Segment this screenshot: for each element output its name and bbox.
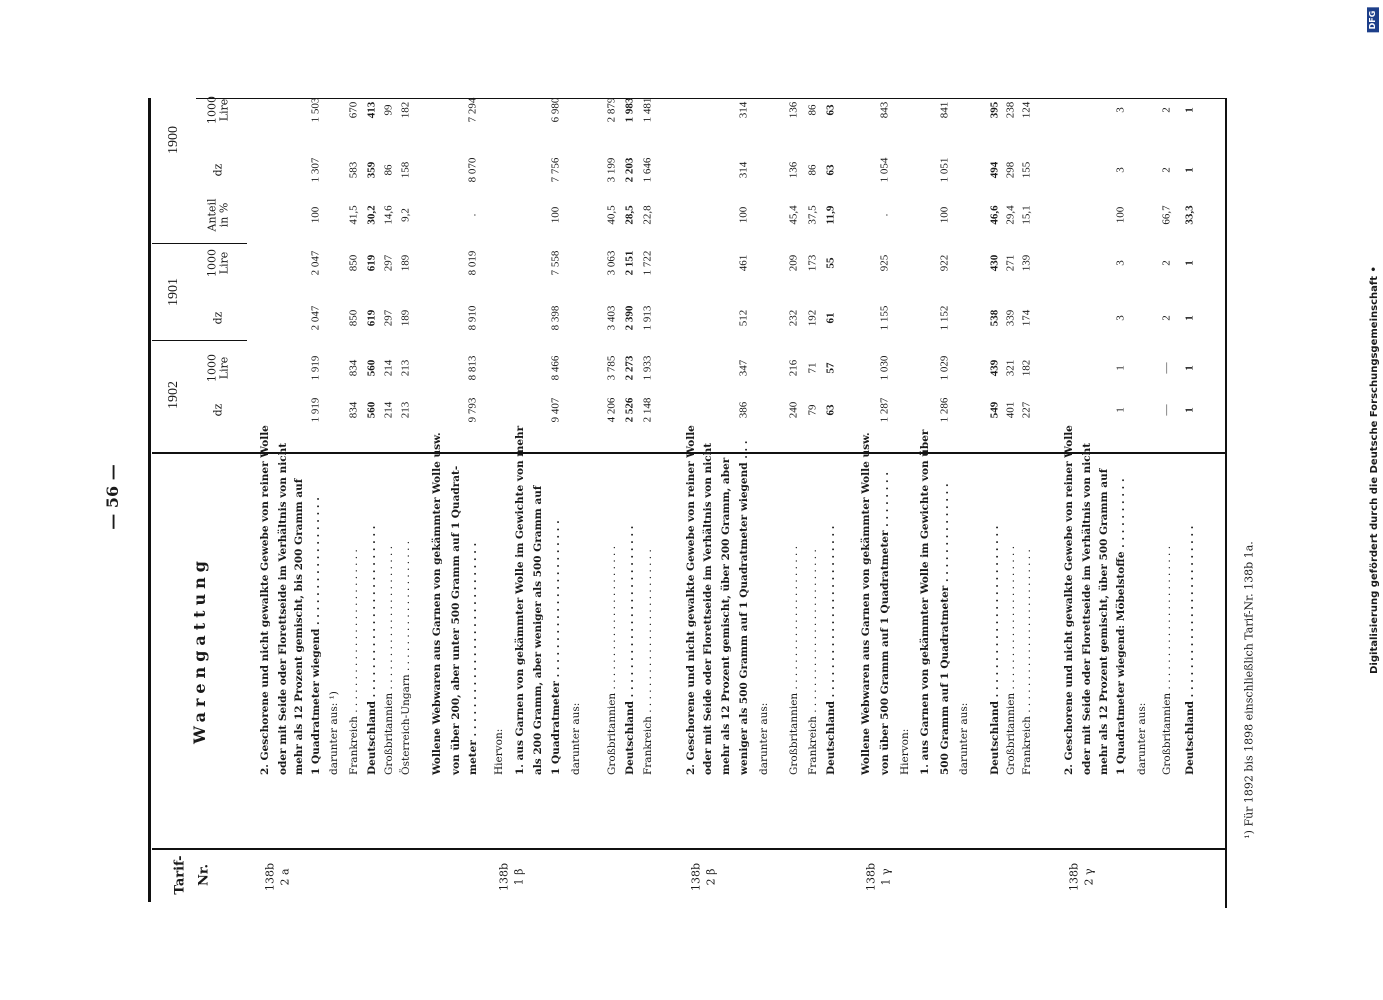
row-label-22: mehr als 12 Prozent gemischt, über 200 Gramm, aber: [719, 457, 732, 775]
row-label-26: Frankreich . . . . . . . . . . . . . . . . . . . . . . . . .: [806, 549, 819, 775]
row-17-value-2: 3 403: [605, 305, 618, 331]
row-15-value-2: 8 398: [549, 305, 562, 331]
tarif-sub-0: 2 a: [278, 868, 292, 886]
row-34-value-4: 46,6: [988, 205, 1001, 225]
row-26-value-4: 37,5: [806, 205, 819, 225]
row-6-value-4: 30,2: [365, 205, 378, 225]
row-19-value-3: 1 722: [641, 250, 654, 276]
header-anteil-b: in %: [217, 202, 231, 228]
row-32-value-6: 841: [938, 101, 951, 119]
row-8-value-6: 182: [399, 101, 412, 119]
row-label-14: als 200 Gramm, aber weniger als 500 Gramm auf: [531, 485, 544, 775]
row-8-value-4: 9,2: [399, 208, 412, 222]
row-label-18: Deutschland . . . . . . . . . . . . . . . . . . . . . . . .: [623, 525, 636, 775]
row-11-value-5: 8 070: [466, 157, 479, 183]
row-25-value-6: 136: [787, 101, 800, 119]
header-nr: Nr.: [196, 863, 212, 887]
header-anteil-a: Anteil: [205, 198, 219, 232]
row-6-value-1: 560: [365, 359, 378, 377]
row-label-39: mehr als 12 Prozent gemischt, über 500 Gramm auf: [1097, 468, 1110, 775]
row-label-19: Frankreich . . . . . . . . . . . . . . . . . . . . . . . . .: [641, 549, 654, 775]
row-18-value-4: 28,5: [623, 205, 636, 225]
tarif-code-4: 138b: [1067, 862, 1081, 892]
row-29-value-4: .: [878, 213, 891, 217]
row-label-21: oder mit Seide oder Florettseide im Verhältnis von nicht: [701, 442, 714, 775]
row-25-value-0: 240: [787, 401, 800, 419]
dfg-logo: DFG: [1367, 8, 1379, 33]
row-19-value-0: 2 148: [641, 397, 654, 423]
row-19-value-4: 22,8: [641, 205, 654, 225]
row-6-value-6: 413: [365, 101, 378, 119]
row-26-value-5: 86: [806, 164, 819, 176]
row-15-value-0: 9 407: [549, 397, 562, 423]
row-18-value-1: 2 273: [623, 355, 636, 381]
row-7-value-5: 86: [382, 164, 395, 176]
row-17-value-0: 4 206: [605, 397, 618, 423]
row-17-value-5: 3 199: [605, 157, 618, 183]
header-year-1901: 1901: [166, 278, 181, 306]
row-19-value-5: 1 646: [641, 157, 654, 183]
row-36-value-4: 15,1: [1020, 205, 1033, 225]
row-35-value-2: 339: [1004, 309, 1017, 327]
row-27-value-4: 11,9: [824, 205, 837, 225]
header-year-1902: 1902: [166, 381, 181, 409]
row-34-value-1: 439: [988, 359, 1001, 377]
row-23-value-4: 100: [737, 206, 750, 224]
row-35-value-4: 29,4: [1004, 205, 1017, 225]
row-43-value-4: 33,3: [1183, 205, 1196, 225]
row-36-value-1: 182: [1020, 359, 1033, 377]
row-25-value-3: 209: [787, 254, 800, 272]
row-3-value-1: 1 919: [309, 355, 322, 381]
row-3-value-5: 1 307: [309, 157, 322, 183]
row-43-value-5: 1: [1183, 167, 1196, 173]
row-35-value-0: 401: [1004, 401, 1017, 419]
header-lire-1900-b: Lire: [217, 98, 231, 122]
row-32-value-2: 1 152: [938, 305, 951, 331]
header-warengattung: Warengattung: [190, 556, 209, 744]
row-5-value-5: 583: [347, 161, 360, 179]
row-23-value-5: 314: [737, 161, 750, 179]
row-36-value-3: 139: [1020, 254, 1033, 272]
row-15-value-1: 8 466: [549, 355, 562, 381]
row-7-value-4: 14,6: [382, 205, 395, 225]
row-8-value-0: 213: [399, 401, 412, 419]
tarif-code-0: 138b: [263, 862, 277, 892]
row-42-value-1: —: [1160, 362, 1173, 374]
row-label-13: 1. aus Garnen von gekämmter Wolle im Gewichte von mehr: [513, 425, 526, 775]
row-label-1: oder mit Seide oder Florettseide im Verhältnis von nicht: [276, 442, 289, 775]
row-27-value-1: 57: [824, 362, 837, 374]
row-35-value-3: 271: [1004, 254, 1017, 272]
tarif-code-2: 138b: [689, 862, 703, 892]
row-label-31: 1. aus Garnen von gekämmter Wolle im Gewichte von über: [918, 429, 931, 775]
row-7-value-6: 99: [382, 104, 395, 116]
footnote: ¹) Für 1892 bis 1898 einschließlich Tarif-Nr. 138b 1a.: [1242, 541, 1256, 839]
row-18-value-5: 2 203: [623, 157, 636, 183]
row-3-value-0: 1 919: [309, 397, 322, 423]
row-15-value-3: 7 558: [549, 250, 562, 276]
row-23-value-0: 386: [737, 401, 750, 419]
row-19-value-1: 1 933: [641, 355, 654, 381]
row-5-value-4: 41,5: [347, 205, 360, 225]
row-11-value-3: 8 019: [466, 250, 479, 276]
row-label-17: Großbritannien . . . . . . . . . . . . . . . . . . . . . .: [605, 545, 618, 775]
row-5-value-1: 834: [347, 359, 360, 377]
row-label-37: 2. Geschorene und nicht gewalkte Gewebe von reiner Wolle: [1062, 425, 1075, 775]
row-29-value-2: 1 155: [878, 305, 891, 331]
row-label-15: 1 Quadratmeter . . . . . . . . . . . . . . . . . . . . . .: [549, 520, 562, 775]
row-3-value-2: 2 047: [309, 305, 322, 331]
row-5-value-6: 670: [347, 101, 360, 119]
row-19-value-6: 1 481: [641, 97, 654, 123]
row-5-value-3: 850: [347, 254, 360, 272]
row-11-value-2: 8 910: [466, 305, 479, 331]
row-11-value-4: .: [466, 213, 479, 217]
row-15-value-5: 7 756: [549, 157, 562, 183]
row-17-value-6: 2 879: [605, 97, 618, 123]
row-label-7: Großbritannien . . . . . . . . . . . . . . . . . . . . . .: [382, 545, 395, 775]
row-17-value-1: 3 785: [605, 355, 618, 381]
row-label-20: 2. Geschorene und nicht gewalkte Gewebe von reiner Wolle: [684, 425, 697, 775]
row-label-8: Österreich-Ungarn . . . . . . . . . . . . . . . . . . . .: [399, 540, 412, 775]
row-34-value-2: 538: [988, 309, 1001, 327]
row-18-value-6: 1 983: [623, 97, 636, 123]
row-label-25: Großbritannien . . . . . . . . . . . . . . . . . . . . . .: [787, 545, 800, 775]
row-8-value-3: 189: [399, 254, 412, 272]
tarif-sub-3: 1 γ: [879, 868, 893, 886]
row-43-value-1: 1: [1183, 365, 1196, 371]
row-label-34: Deutschland . . . . . . . . . . . . . . . . . . . . . . . .: [988, 525, 1001, 775]
row-26-value-0: 79: [806, 404, 819, 416]
page-number: — 56 —: [103, 464, 122, 530]
header-tarif: Tarif-: [172, 855, 188, 895]
row-29-value-1: 1 030: [878, 355, 891, 381]
row-18-value-3: 2 151: [623, 250, 636, 276]
row-25-value-2: 232: [787, 309, 800, 327]
row-label-9: Wollene Webwaren aus Garnen von gekämmter Wolle usw.: [430, 432, 443, 775]
row-29-value-3: 925: [878, 254, 891, 272]
row-34-value-5: 494: [988, 161, 1001, 179]
row-32-value-1: 1 029: [938, 355, 951, 381]
digitization-note: Digitalisierung gefördert durch die Deutsche Forschungsgemeinschaft •: [1369, 266, 1380, 674]
row-6-value-0: 560: [365, 401, 378, 419]
header-year-1900: 1900: [166, 126, 181, 154]
row-42-value-4: 66,7: [1160, 205, 1173, 225]
header-lire-1900-a: 1000: [205, 96, 219, 124]
row-42-value-0: —: [1160, 404, 1173, 416]
row-11-value-6: 7 294: [466, 97, 479, 123]
tarif-sub-1: 1 β: [512, 868, 526, 886]
row-25-value-1: 216: [787, 359, 800, 377]
row-23-value-3: 461: [737, 254, 750, 272]
year-rule-1: [152, 243, 247, 244]
row-40-value-6: 3: [1114, 107, 1127, 113]
row-label-23: weniger als 500 Gramm auf 1 Quadratmeter wiegend . . .: [737, 440, 750, 775]
row-7-value-0: 214: [382, 401, 395, 419]
row-36-value-5: 155: [1020, 161, 1033, 179]
row-43-value-0: 1: [1183, 407, 1196, 413]
row-18-value-2: 2 390: [623, 305, 636, 331]
row-label-12: Hiervon:: [492, 728, 505, 775]
table-bottom-rule: [1225, 98, 1227, 908]
row-label-5: Frankreich . . . . . . . . . . . . . . . . . . . . . . . . .: [347, 549, 360, 775]
header-lire-1902-b: Lire: [217, 356, 231, 380]
row-15-value-6: 6 980: [549, 97, 562, 123]
year-rule-2: [152, 340, 247, 341]
row-label-11: meter . . . . . . . . . . . . . . . . . . . . . . . . . . .: [466, 542, 479, 775]
row-34-value-0: 549: [988, 401, 1001, 419]
row-11-value-0: 9 793: [466, 397, 479, 423]
row-7-value-2: 297: [382, 309, 395, 327]
row-23-value-6: 314: [737, 101, 750, 119]
row-label-0: 2. Geschorene und nicht gewalkte Gewebe von reiner Wolle: [258, 425, 271, 775]
row-32-value-3: 922: [938, 254, 951, 272]
row-7-value-3: 297: [382, 254, 395, 272]
row-36-value-6: 124: [1020, 101, 1033, 119]
header-dz-1902: dz: [211, 403, 225, 417]
row-3-value-4: 100: [309, 206, 322, 224]
tarif-code-3: 138b: [864, 862, 878, 892]
row-43-value-2: 1: [1183, 315, 1196, 321]
row-17-value-4: 40,5: [605, 205, 618, 225]
row-label-35: Großbritannien . . . . . . . . . . . . . . . . . . . . . .: [1004, 545, 1017, 775]
header-dz-1900: dz: [211, 163, 225, 177]
header-rule: [196, 98, 1225, 99]
row-label-43: Deutschland . . . . . . . . . . . . . . . . . . . . . . . .: [1183, 525, 1196, 775]
row-40-value-0: 1: [1114, 407, 1127, 413]
row-35-value-1: 321: [1004, 359, 1017, 377]
row-27-value-5: 63: [824, 164, 837, 176]
header-lire-1901-b: Lire: [217, 251, 231, 275]
row-label-27: Deutschland . . . . . . . . . . . . . . . . . . . . . . . .: [824, 525, 837, 775]
tarif-code-1: 138b: [497, 862, 511, 892]
row-27-value-6: 63: [824, 104, 837, 116]
row-label-40: 1 Quadratmeter wiegend: Möbelstoffe . . . . . . . . . .: [1114, 478, 1127, 775]
row-23-value-2: 512: [737, 309, 750, 327]
row-35-value-5: 298: [1004, 161, 1017, 179]
row-19-value-2: 1 913: [641, 305, 654, 331]
row-27-value-3: 55: [824, 257, 837, 269]
row-label-41: darunter aus:: [1135, 702, 1148, 775]
row-34-value-6: 395: [988, 101, 1001, 119]
row-25-value-5: 136: [787, 161, 800, 179]
row-34-value-3: 430: [988, 254, 1001, 272]
row-label-32: 500 Gramm auf 1 Quadratmeter . . . . . . . . . . . . . .: [938, 483, 951, 775]
row-40-value-2: 3: [1114, 315, 1127, 321]
row-25-value-4: 45,4: [787, 205, 800, 225]
row-5-value-2: 850: [347, 309, 360, 327]
row-7-value-1: 214: [382, 359, 395, 377]
row-label-3: 1 Quadratmeter wiegend . . . . . . . . . . . . . . . . . .: [309, 497, 322, 775]
row-27-value-0: 63: [824, 404, 837, 416]
row-15-value-4: 100: [549, 206, 562, 224]
row-40-value-3: 3: [1114, 260, 1127, 266]
row-label-4: darunter aus: ¹): [327, 691, 340, 775]
row-6-value-3: 619: [365, 254, 378, 272]
row-label-42: Großbritannien . . . . . . . . . . . . . . . . . . . . . .: [1160, 545, 1173, 775]
row-32-value-4: 100: [938, 206, 951, 224]
row-43-value-3: 1: [1183, 260, 1196, 266]
row-3-value-6: 1 503: [309, 97, 322, 123]
row-36-value-0: 227: [1020, 401, 1033, 419]
row-36-value-2: 174: [1020, 309, 1033, 327]
row-label-30: Hiervon:: [898, 728, 911, 775]
row-40-value-5: 3: [1114, 167, 1127, 173]
row-26-value-6: 86: [806, 104, 819, 116]
row-29-value-5: 1 054: [878, 157, 891, 183]
column-rule-tarif: [152, 848, 1225, 850]
row-40-value-1: 1: [1114, 365, 1127, 371]
row-label-16: darunter aus:: [569, 702, 582, 775]
row-35-value-6: 238: [1004, 101, 1017, 119]
row-42-value-3: 2: [1160, 260, 1173, 266]
row-26-value-3: 173: [806, 254, 819, 272]
row-8-value-5: 158: [399, 161, 412, 179]
row-8-value-1: 213: [399, 359, 412, 377]
row-26-value-1: 71: [806, 362, 819, 374]
row-29-value-0: 1 287: [878, 397, 891, 423]
tarif-sub-4: 2 γ: [1082, 868, 1096, 886]
table-top-rule: [148, 98, 151, 902]
row-26-value-2: 192: [806, 309, 819, 327]
row-label-29: von über 500 Gramm auf 1 Quadratmeter . . . . . . . .: [878, 471, 891, 775]
header-lire-1901-a: 1000: [205, 249, 219, 277]
row-label-10: von über 200, aber unter 500 Gramm auf 1 Quadrat-: [449, 465, 462, 775]
row-40-value-4: 100: [1114, 206, 1127, 224]
row-3-value-3: 2 047: [309, 250, 322, 276]
row-29-value-6: 843: [878, 101, 891, 119]
row-17-value-3: 3 063: [605, 250, 618, 276]
row-6-value-2: 619: [365, 309, 378, 327]
row-11-value-1: 8 813: [466, 355, 479, 381]
tarif-sub-2: 2 β: [704, 868, 718, 886]
row-8-value-2: 189: [399, 309, 412, 327]
row-32-value-5: 1 051: [938, 157, 951, 183]
row-42-value-5: 2: [1160, 167, 1173, 173]
row-23-value-1: 347: [737, 359, 750, 377]
row-label-33: darunter aus:: [957, 702, 970, 775]
row-label-28: Wollene Webwaren aus Garnen von gekämmter Wolle usw.: [859, 432, 872, 775]
row-label-38: oder mit Seide oder Florettseide im Verhältnis von nicht: [1080, 442, 1093, 775]
row-label-2: mehr als 12 Prozent gemischt, bis 200 Gramm auf: [292, 478, 305, 775]
row-6-value-5: 359: [365, 161, 378, 179]
row-42-value-6: 2: [1160, 107, 1173, 113]
row-label-6: Deutschland . . . . . . . . . . . . . . . . . . . . . . . .: [365, 525, 378, 775]
row-32-value-0: 1 286: [938, 397, 951, 423]
row-27-value-2: 61: [824, 312, 837, 324]
row-43-value-6: 1: [1183, 107, 1196, 113]
row-label-36: Frankreich . . . . . . . . . . . . . . . . . . . . . . . . .: [1020, 549, 1033, 775]
header-dz-1901: dz: [211, 311, 225, 325]
row-18-value-0: 2 526: [623, 397, 636, 423]
header-lire-1902-a: 1000: [205, 354, 219, 382]
row-42-value-2: 2: [1160, 315, 1173, 321]
row-label-24: darunter aus:: [757, 702, 770, 775]
row-5-value-0: 834: [347, 401, 360, 419]
